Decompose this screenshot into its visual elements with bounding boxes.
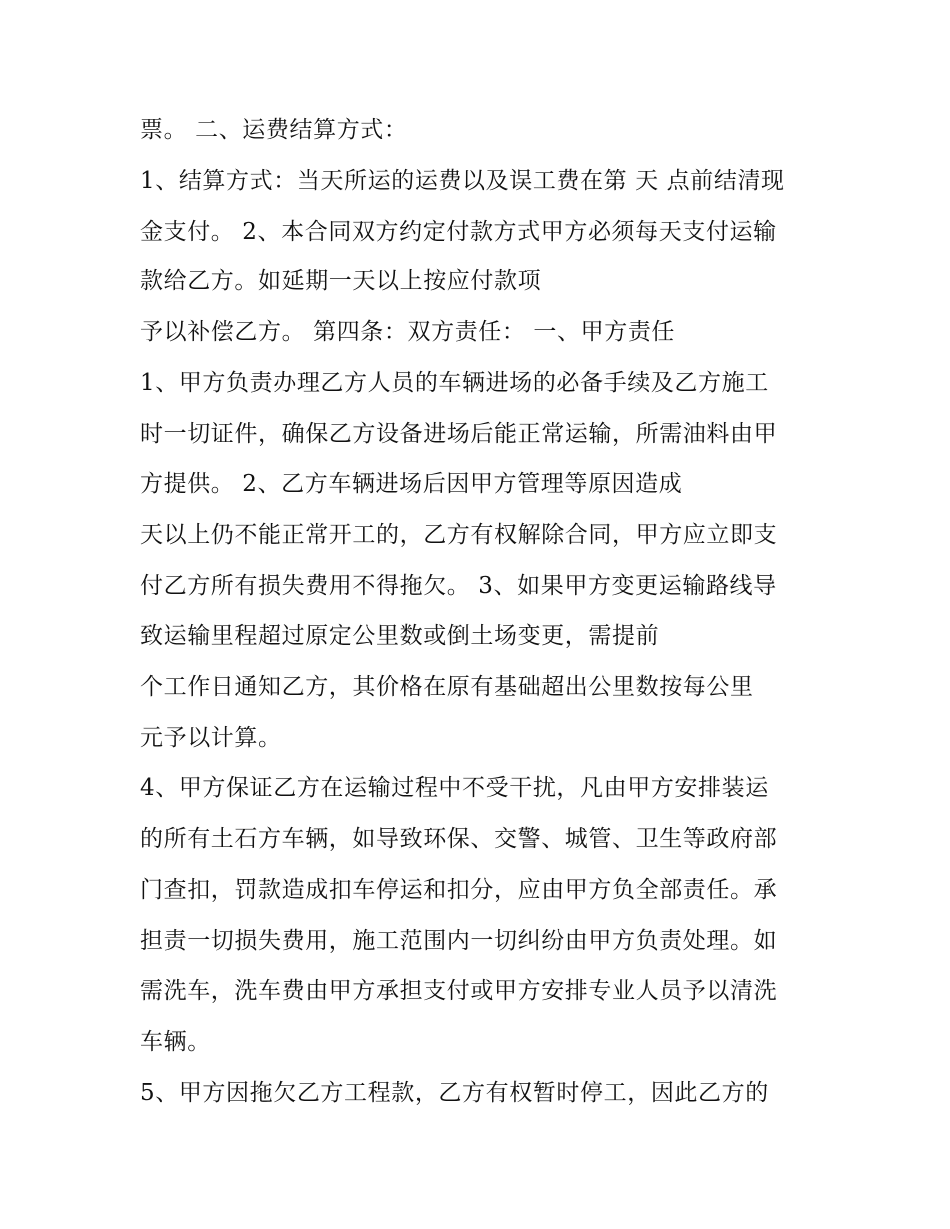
text-line: 致运输里程超过原定公里数或倒土场变更，需提前 xyxy=(140,623,660,649)
text-line: 1、甲方负责办理乙方人员的车辆进场的必备手续及乙方施工 xyxy=(140,370,769,396)
text-line: 金支付。 2、本合同双方约定付款方式甲方必须每天支付运输 xyxy=(140,219,777,245)
text-line: 门查扣，罚款造成扣车停运和扣分，应由甲方负全部责任。承 xyxy=(140,877,778,903)
text-line: 车辆。 xyxy=(140,1029,211,1055)
text-line: 需洗车，洗车费由甲方承担支付或甲方安排专业人员予以清洗 xyxy=(140,978,778,1004)
text-line: 天以上仍不能正常开工的，乙方有权解除合同，甲方应立即支 xyxy=(140,522,778,548)
text-line: 予以补偿乙方。 第四条：双方责任： 一、甲方责任 xyxy=(140,319,676,345)
text-line: 票。 二、运费结算方式： xyxy=(140,117,408,143)
text-line: 个工作日通知乙方，其价格在原有基础超出公里数按每公里 xyxy=(140,674,754,700)
text-line: 元予以计算。 xyxy=(140,725,282,751)
text-line: 的所有土石方车辆，如导致环保、交警、城管、卫生等政府部 xyxy=(140,826,778,852)
text-line: 担责一切损失费用，施工范围内一切纠纷由甲方负责处理。如 xyxy=(140,928,778,954)
text-line: 款给乙方。如延期一天以上按应付款项 xyxy=(140,268,542,294)
text-line: 5、甲方因拖欠乙方工程款，乙方有权暂时停工，因此乙方的 xyxy=(140,1080,769,1106)
text-line: 付乙方所有损失费用不得拖欠。 3、如果甲方变更运输路线导 xyxy=(140,573,777,599)
text-line: 4、甲方保证乙方在运输过程中不受干扰，凡由甲方安排装运 xyxy=(140,775,769,801)
text-line: 1、结算方式：当天所运的运费以及误工费在第 天 点前结清现 xyxy=(140,168,785,194)
text-line: 时一切证件，确保乙方设备进场后能正常运输，所需油料由甲 xyxy=(140,421,778,447)
text-line: 方提供。 2、乙方车辆进场后因甲方管理等原因造成 xyxy=(140,471,683,497)
